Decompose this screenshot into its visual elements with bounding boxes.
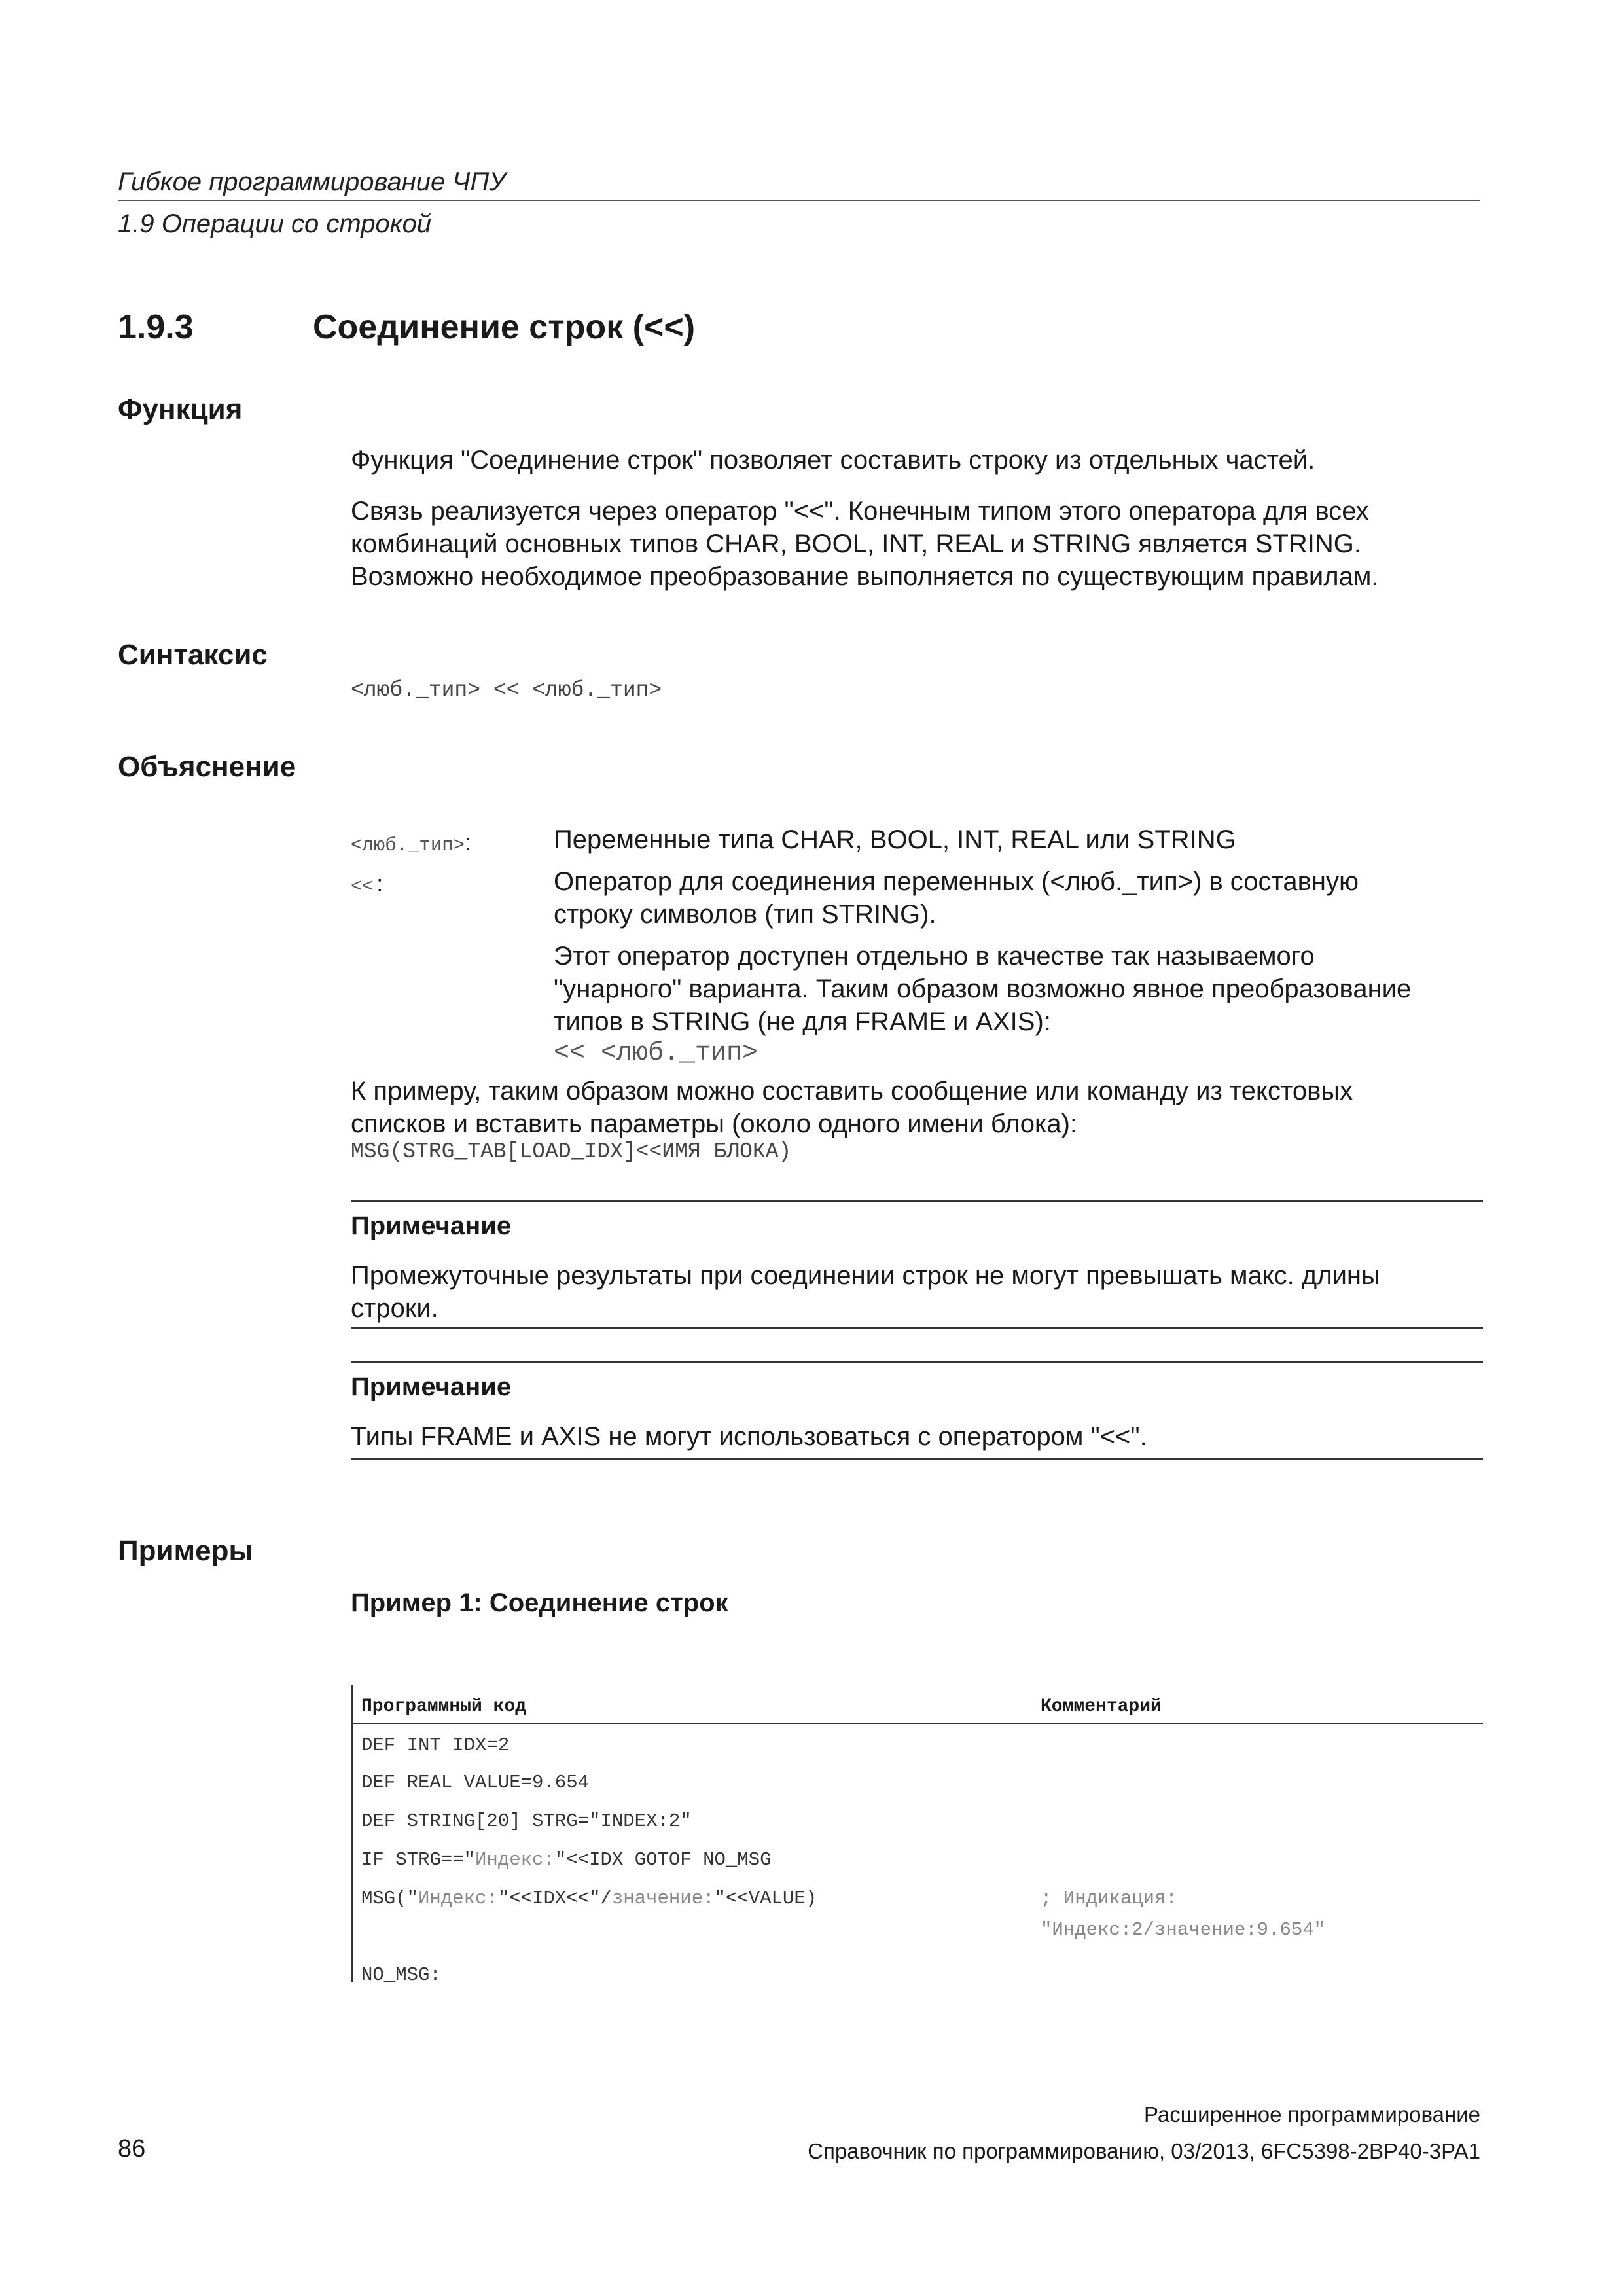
table-comment: ; Индикация:	[1041, 1888, 1177, 1909]
syntax-heading: Синтаксис	[118, 639, 268, 671]
syntax-code: <люб._тип> << <люб._тип>	[351, 678, 662, 702]
unary-operator-line-3: типов в STRING (не для FRAME и AXIS):	[554, 1007, 1051, 1036]
note2-bottom-rule	[351, 1458, 1483, 1460]
function-paragraph-2	[351, 495, 1483, 593]
term-operator-description	[554, 865, 1483, 931]
table-row: NO_MSG:	[361, 1964, 441, 1986]
section-title: Соединение строк (<<)	[313, 308, 696, 346]
function-paragraph-1: Функция "Соединение строк" позволяет составить строку из отдельных частей.	[351, 446, 1315, 475]
example-paragraph	[351, 1075, 1483, 1140]
note1-line-1: Промежуточные результаты при соединении строк не могут превышать макс. длины	[351, 1261, 1380, 1290]
note2-text: Типы FRAME и AXIS не могут использоваться с оператором "<<".	[351, 1422, 1147, 1451]
string-literal: Индекс:	[418, 1888, 498, 1909]
table-row	[361, 1844, 772, 1876]
term-any-type	[351, 826, 547, 864]
term-any-type-code: <люб._тип>	[351, 834, 465, 856]
note1-text	[351, 1259, 1483, 1325]
table-row: DEF STRING[20] STRG="INDEX:2"	[361, 1810, 692, 1832]
code-part: "<<IDX<<"/	[497, 1888, 612, 1909]
running-header-title: Гибкое программирование ЧПУ	[118, 168, 506, 196]
unary-operator-description	[554, 940, 1483, 1038]
term-operator-code: <<	[351, 876, 374, 897]
function-heading: Функция	[118, 393, 243, 425]
explanation-heading: Объяснение	[118, 751, 296, 783]
table-header-rule	[353, 1723, 1483, 1724]
string-literal: Индекс:	[475, 1849, 555, 1871]
table-comment: "Индекс:2/значение:9.654"	[1041, 1919, 1326, 1941]
table-header-comment: Комментарий	[1041, 1696, 1162, 1717]
table-left-border	[351, 1685, 353, 1982]
string-literal: значение:	[611, 1888, 715, 1909]
code-part: IF STRG=="	[361, 1849, 476, 1871]
function-paragraph-2-line-1: Связь реализуется через оператор "<<". Конечным типом этого оператора для всех	[351, 497, 1369, 526]
example-paragraph-line-1: К примеру, таким образом можно составить сообщение или команду из текстовых	[351, 1077, 1353, 1105]
example-paragraph-line-2: списков и вставить параметры (около одного имени блока):	[351, 1109, 1078, 1138]
section-number: 1.9.3	[118, 308, 194, 346]
table-row: DEF REAL VALUE=9.654	[361, 1772, 590, 1793]
term-operator-colon: :	[376, 870, 383, 897]
term-operator	[351, 867, 547, 905]
function-paragraph-2-line-2: комбинаций основных типов CHAR, BOOL, INT, REAL и STRING является STRING.	[351, 529, 1362, 558]
note1-title: Примечание	[351, 1211, 512, 1240]
code-part: "<<IDX GOTOF NO_MSG	[554, 1849, 772, 1871]
note1-top-rule	[351, 1200, 1483, 1202]
note1-bottom-rule	[351, 1327, 1483, 1329]
running-header-subtitle: 1.9 Операции со строкой	[118, 209, 432, 238]
table-row	[361, 1883, 817, 1914]
term-operator-description-line-2: строку символов (тип STRING).	[554, 900, 936, 929]
example1-title: Пример 1: Соединение строк	[351, 1588, 728, 1617]
term-any-type-description: Переменные типа CHAR, BOOL, INT, REAL или STRING	[554, 825, 1236, 854]
page-number: 86	[118, 2135, 146, 2162]
footer-reference: Справочник по программированию, 03/2013, 6FC5398-2BP40-3PA1	[808, 2139, 1480, 2163]
example-code: MSG(STRG_TAB[LOAD_IDX]<<ИМЯ БЛОКА)	[351, 1139, 792, 1164]
unary-operator-line-2: "унарного" варианта. Таким образом возможно явное преобразование	[554, 975, 1412, 1003]
table-row: DEF INT IDX=2	[361, 1734, 510, 1756]
code-part: "<<VALUE)	[714, 1888, 817, 1909]
code-part: MSG("	[361, 1888, 419, 1909]
unary-operator-line-1: Этот оператор доступен отдельно в качестве так называемого	[554, 942, 1315, 971]
function-paragraph-2-line-3: Возможно необходимое преобразование выполняется по существующим правилам.	[351, 562, 1379, 591]
term-operator-description-line-1: Оператор для соединения переменных (<люб._тип>) в составную	[554, 867, 1359, 896]
note2-top-rule	[351, 1361, 1483, 1363]
term-any-type-colon: :	[465, 829, 472, 855]
note1-line-2: строки.	[351, 1294, 438, 1323]
footer-book-title: Расширенное программирование	[1143, 2102, 1480, 2126]
header-divider	[118, 200, 1480, 201]
unary-operator-code: << <люб._тип>	[554, 1039, 758, 1068]
examples-heading: Примеры	[118, 1535, 254, 1567]
note2-title: Примечание	[351, 1372, 512, 1401]
table-header-code: Программный код	[361, 1696, 527, 1717]
